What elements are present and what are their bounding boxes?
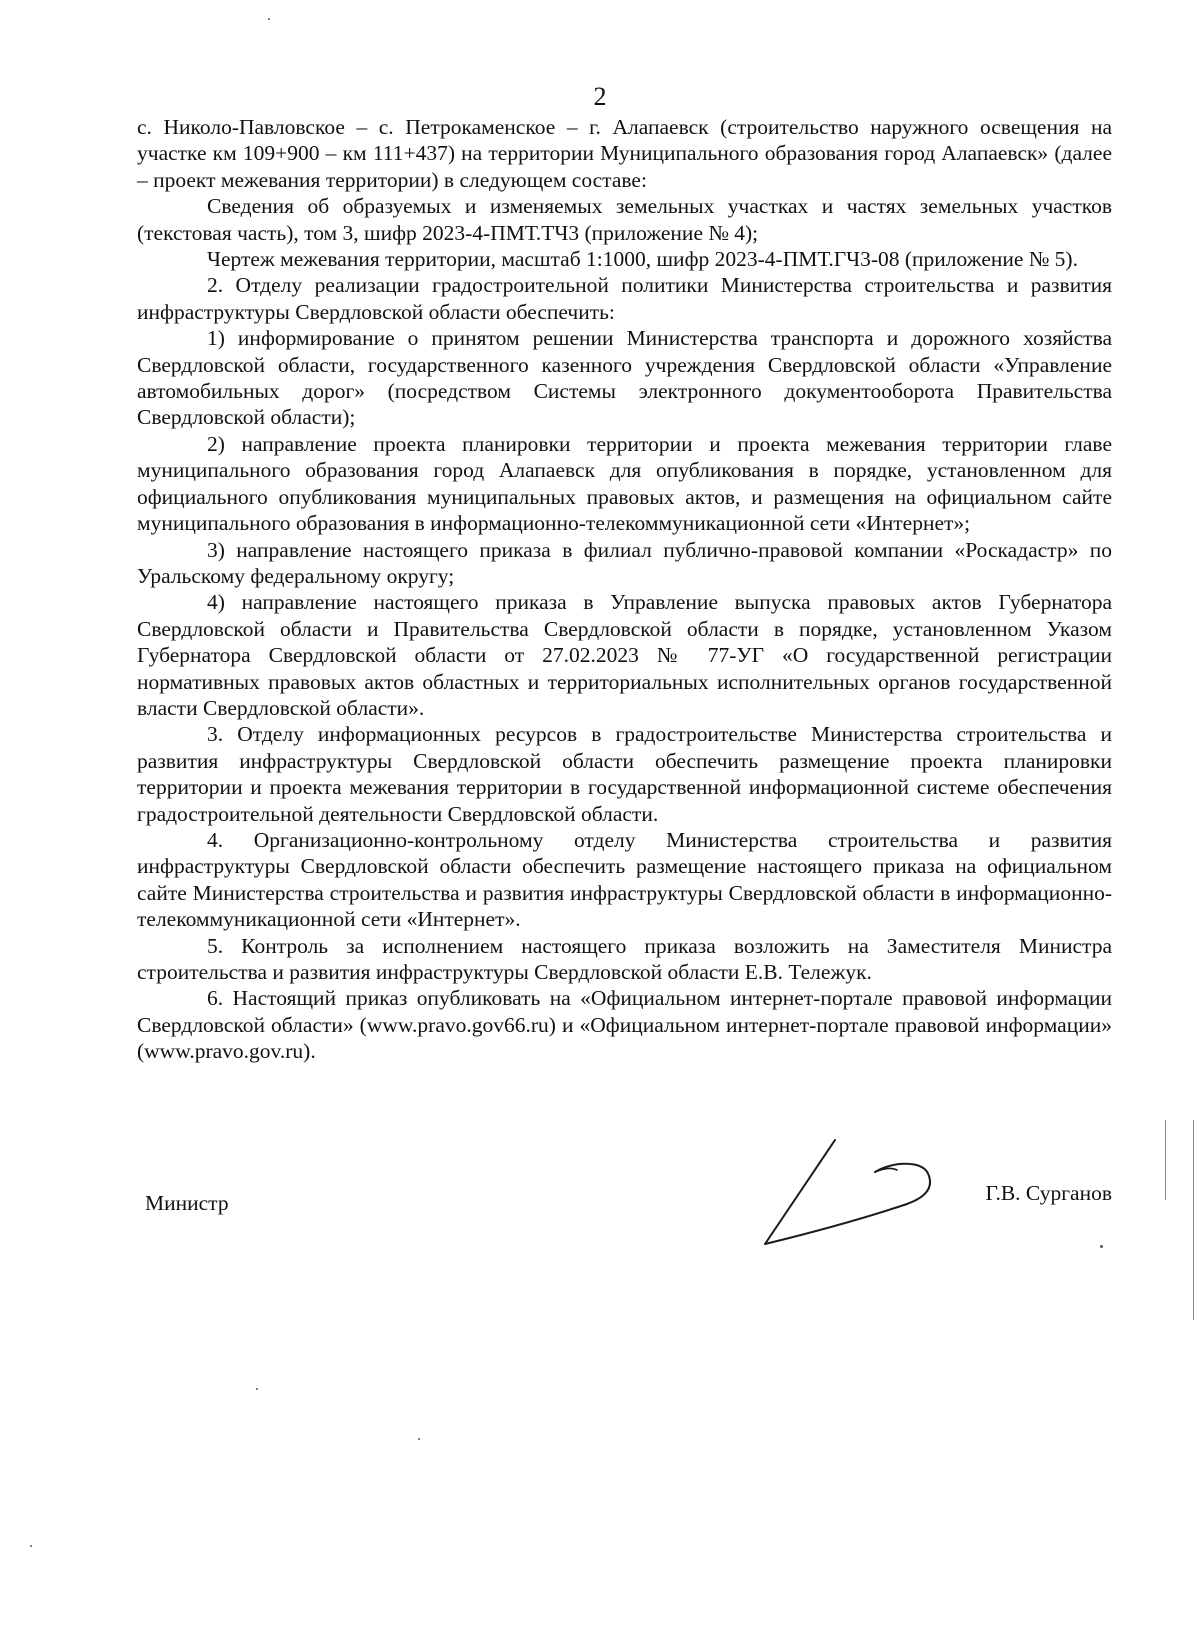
paragraph: Чертеж межевания территории, масштаб 1:1000, шифр 2023-4-ПМТ.ГЧ3-08 (приложение № 5). [207,247,1078,272]
paragraph: 5. Контроль за исполнением настоящего приказа возложить на Заместителя Министра строительства и развития инфраструктуры Свердловской области Е.В. Тележук. [137,933,1112,984]
scan-speck [418,1438,420,1440]
paragraph: 2) направление проекта планировки территории и проекта межевания территории главе муниципального образования город Алапаевск для опубликования в порядке, установленном для официального опубликования муниципальных правовых актов, и размещения на официальном сайте муниципального образования в информационно-телекоммуникационной сети «Интернет»; [137,431,1112,536]
paragraph: 2. Отделу реализации градостроительной политики Министерства строительства и развития инфраструктуры Свердловской области обеспечить: [137,273,1112,324]
scan-edge-line [1193,1120,1194,1320]
signature-block [137,1181,1112,1290]
paragraph: 6. Настоящий приказ опубликовать на «Официальном интернет-портале правовой информации Свердловской области» (www.pravo.gov66.ru) и «Официальном интернет-портале правовой информации» (www.pravo.gov.ru). [137,986,1112,1064]
document-body [137,114,1112,1065]
paragraph: 1) информирование о принятом решении Министерства транспорта и дорожного хозяйства Свердловской области, государственного казенного учреждения Свердловской области «Управление автомобильных дорог» (посредством Системы электронного документооборота Правительства Свердловской области); [137,326,1112,430]
scan-speck [268,18,270,20]
scan-speck [30,1545,32,1547]
scan-speck [1100,1245,1103,1248]
paragraph: с. Николо-Павловское – с. Петрокаменское – г. Алапаевск (строительство наружного освещения на участке км 109+900 – км 111+437) на территории Муниципального образования город Алапаевск» (далее – проект межевания территории) в следующем составе: [137,115,1112,192]
handwritten-signature [757,1132,947,1252]
page-number: 2 [593,82,607,111]
signer-name: Г.В. Сурганов [985,1181,1112,1205]
scan-edge-line [1165,1120,1166,1200]
signer-position: Министр [145,1191,229,1215]
paragraph: 3) направление настоящего приказа в филиал публично-правовой компании «Роскадастр» по Уральскому федеральному округу; [137,537,1112,588]
paragraph: 4) направление настоящего приказа в Управление выпуска правовых актов Губернатора Свердловской области и Правительства Свердловской области в порядке, установленном Указом Губернатора Свердловской области от 27.02.2023 № 77-УГ «О государственной регистрации нормативных правовых актов областных и территориальных исполнительных органов государственной власти Свердловской области». [137,590,1112,720]
scan-speck [256,1388,258,1390]
paragraph: 3. Отделу информационных ресурсов в градостроительстве Министерства строительства и развития инфраструктуры Свердловской области обеспечить размещение проекта планировки территории и проекта межевания территории в государственной информационной системе обеспечения градостроительной деятельности Свердловской области. [137,722,1112,826]
paragraph: Сведения об образуемых и изменяемых земельных участках и частях земельных участков (текстовая часть), том 3, шифр 2023-4-ПМТ.ТЧ3 (приложение № 4); [137,194,1112,245]
paragraph: 4. Организационно-контрольному отделу Министерства строительства и развития инфраструктуры Свердловской области обеспечить размещение настоящего приказа на официальном сайте Министерства строительства и развития инфраструктуры Свердловской области в информационно-телекоммуникационной сети «Интернет». [137,827,1112,932]
